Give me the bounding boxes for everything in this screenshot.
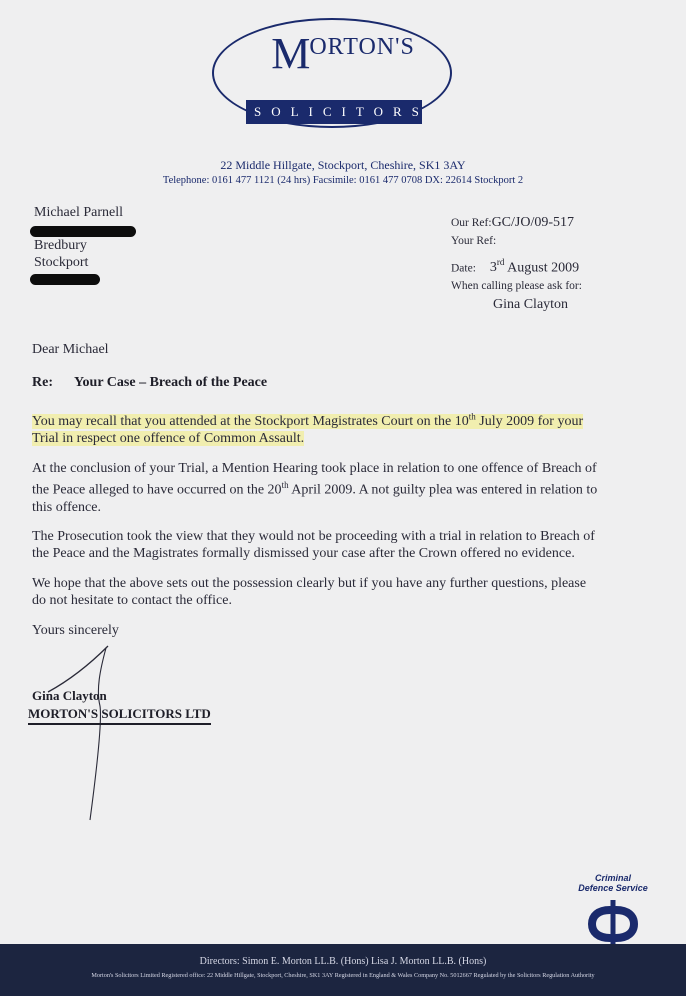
logo-subtitle: SOLICITORS	[246, 100, 422, 124]
cds-line-1: Criminal	[594, 873, 631, 883]
paragraph-1	[32, 408, 602, 447]
paragraph-2-sup: th	[281, 480, 289, 490]
paragraph-1-highlighted	[32, 411, 584, 429]
paragraph-1-sup: th	[468, 411, 476, 421]
cds-line-2: Defence Service	[578, 883, 648, 893]
paragraph-2-text-b: April 2009. A not guilty plea was entered in relation to this offence.	[32, 482, 598, 515]
paragraph-2-text-a: At the conclusion of your Trial, a Mention Hearing took place in relation to one offence of Breach of the Peace alleged to have occurred on the 20	[32, 461, 597, 498]
paragraph-1-text-b: July 2009 for your	[475, 413, 584, 429]
logo-name-rest: ORTON'S	[309, 34, 415, 60]
date-suffix: rd	[496, 257, 505, 267]
logo-initial: M	[271, 29, 312, 78]
paragraph-2	[32, 460, 602, 516]
logo-wordmark	[0, 28, 686, 79]
cds-logo-text	[568, 873, 658, 893]
signatory-name: Gina Clayton	[32, 688, 107, 703]
paragraph-1-text-a: You may recall that you attended at the Stockport Magistrates Court on the 10	[32, 413, 469, 429]
recipient-name: Michael Parnell	[34, 205, 124, 220]
date-label: Date:	[451, 262, 476, 275]
subject-text: Your Case – Breach of the Peace	[74, 375, 268, 390]
our-ref-value: GC/JO/09-517	[491, 215, 575, 230]
paragraph-3: The Prosecution took the view that they would not be proceeding with a trial in relation to Breach of the Peace and the Magistrates formally dismissed your case after the Crown offered no evidence.	[32, 529, 595, 561]
closing: Yours sincerely	[32, 623, 119, 638]
your-ref-label: Your Ref:	[451, 235, 497, 247]
subject-line	[32, 375, 267, 391]
recipient-city: Stockport	[34, 255, 89, 270]
redaction-postcode	[30, 274, 100, 285]
footer-registration: Morton's Solicitors Limited Registered office: 22 Middle Hillgate, Stockport, Cheshire, SK1 3AY Registered in England & Wales Company No. 5012667 Regulated by the Solicitors Regulation Authority	[91, 972, 595, 979]
calling-label: When calling please ask for:	[451, 280, 582, 292]
our-ref	[451, 213, 574, 231]
contact-name: Gina Clayton	[493, 297, 569, 312]
footer-directors: Directors: Simon E. Morton LL.B. (Hons) Lisa J. Morton LL.B. (Hons)	[199, 956, 487, 967]
our-ref-label: Our Ref:	[451, 217, 492, 229]
signature-mark	[40, 640, 130, 840]
salutation: Dear Michael	[32, 342, 109, 357]
letter-date	[451, 257, 579, 276]
date-rest: August 2009	[504, 260, 580, 276]
firm-contact: Telephone: 0161 477 1121 (24 hrs) Facsimile: 0161 477 0708 DX: 22614 Stockport 2	[162, 175, 524, 186]
firm-address: 22 Middle Hillgate, Stockport, Cheshire, SK1 3AY	[220, 158, 466, 172]
date-day: 3	[489, 260, 497, 276]
paragraph-4: We hope that the above sets out the possession clearly but if you have any further questions, please do not hesitate to contact the office.	[32, 576, 587, 608]
paragraph-1-text-c: Trial in respect one offence of Common Assault.	[32, 430, 305, 446]
cds-logo-icon	[588, 896, 638, 948]
footer-band	[0, 944, 686, 996]
firm-name: MORTON'S SOLICITORS LTD	[28, 706, 211, 725]
subject-label: Re:	[32, 375, 53, 390]
redaction-street	[30, 226, 136, 237]
recipient-town: Bredbury	[34, 238, 87, 253]
